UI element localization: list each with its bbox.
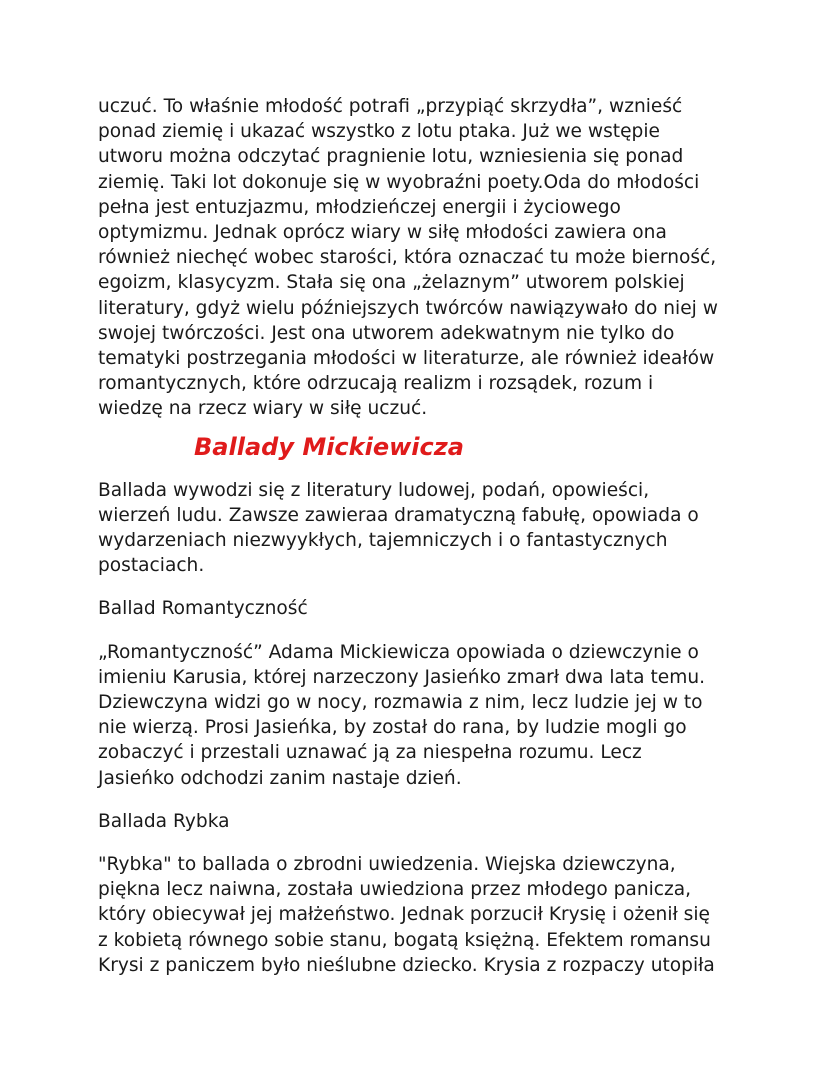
document-page — [98, 94, 738, 978]
paragraph-intro: uczuć. To właśnie młodość potrafi „przypiąć skrzydła”, wznieść ponad ziemię i ukazać wszystko z lotu ptaka. Już we wstępie utworu można odczytać pragnienie lotu, wzniesienia się ponad ziemię. Taki lot dokonuje się w wyobraźni poety.Oda do młodości pełna jest entuzjazmu, młodzieńczej energii i życiowego optymizmu. Jednak oprócz wiary w siłę młodości zawiera ona również niechęć wobec starości, która oznaczać tu może bierność, egoizm, klasycyzm. Stała się ona „żelaznym” utworem polskiej literatury, gdyż wielu późniejszych twórców nawiązywało do niej w swojej twórczości. Jest ona utworem adekwatnym nie tylko do tematyki postrzegania młodości w literaturze, ale również ideałów romantycznych, które odrzucają realizm i rozsądek, rozum i wiedzę na rzecz wiary w siłę uczuć. — [98, 96, 718, 420]
section-heading: Ballady Mickiewicza — [194, 432, 464, 461]
paragraph-romantycznosc: „Romantyczność” Adama Mickiewicza opowiada o dziewczynie o imieniu Karusia, której narzeczony Jasieńko zmarł dwa lata temu. Dziewczyna widzi go w nocy, rozmawia z nim, lecz ludzie jej w to nie wierzą. Prosi Jasieńka, by został do rana, by ludzie mogli go zobaczyć i przestali uznawać ją za niespełna rozumu. Lecz Jasieńko odchodzi zanim nastaje dzień. — [98, 641, 706, 789]
subheading-rybka: Ballada Rybka — [98, 810, 230, 832]
paragraph-ballada-definition: Ballada wywodzi się z literatury ludowej, podań, opowieści, wierzeń ludu. Zawsze zawieraa dramatyczną fabułę, opowiada o wydarzeniach niezwyykłych, tajemniczych i o fantastycznych postaciach. — [98, 479, 699, 577]
subheading-romantycznosc: Ballad Romantyczność — [98, 598, 308, 620]
paragraph-rybka: "Rybka" to ballada o zbrodni uwiedzenia. Wiejska dziewczyna, piękna lecz naiwna, została uwiedziona przez młodego panicza, który obiecywał jej małżeństwo. Jednak porzucił Krysię i ożenił się z kobietą równego sobie stanu, bogatą księżną. Efektem romansu Krysi z paniczem było nieślubne dziecko. Krysia z rozpaczy utopiła — [98, 854, 715, 976]
